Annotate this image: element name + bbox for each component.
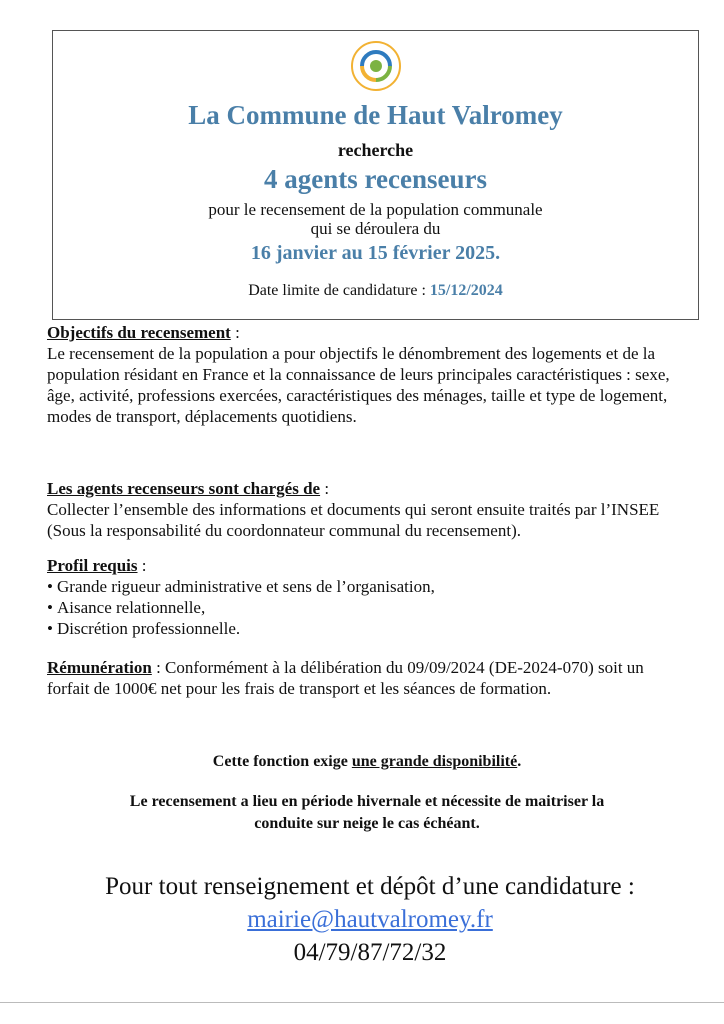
profil-list [47,576,687,639]
contact-email-link[interactable]: mairie@hautvalromey.fr [247,906,493,933]
remuneration-body: : Conformément à la délibération du 09/09/2024 (DE-2024-070) soit un forfait de 1000€ net pour les frais de transport et les séances de formation. [47,658,644,698]
charges-heading: Les agents recenseurs sont chargés de [47,479,321,498]
deadline-date: 15/12/2024 [429,282,503,299]
objectifs-heading: Objectifs du recensement [47,323,231,342]
profil-heading-suffix: : [137,556,147,575]
winter-notice: Le recensement a lieu en période hivernale et nécessite de maitriser la conduite sur neige le cas échéant. [129,793,605,832]
objectifs-body: Le recensement de la population a pour objectifs le dénombrement des logements et de la population résidant en France et la connaissance de leurs principales caractéristiques : sexe, âge, activité, professions exercées, caractéristiques des ménages, taille et type de logement, modes de transport, déplacements quotidiens. [47,344,670,426]
agents-title: 4 agents recenseurs [264,164,487,194]
period-dates: 16 janvier au 15 février 2025. [250,242,501,264]
charges-heading-suffix: : [320,479,330,498]
period-intro: qui se déroulera du [310,219,441,238]
contact-phone: 04/79/87/72/32 [293,939,447,966]
purpose-line: pour le recensement de la population communale [208,200,543,219]
commune-title: La Commune de Haut Valromey [188,100,563,130]
bullet-icon: • [47,577,53,596]
list-item: • Aisance relationnelle, [47,598,206,617]
objectifs-heading-suffix: : [230,323,240,342]
availability-notice: Cette fonction exige une grande disponibilité. [212,753,522,770]
charges-section [47,478,687,541]
remuneration-section [47,657,687,699]
remuneration-heading: Rémunération [47,658,152,677]
profil-section [47,555,687,639]
bullet-icon: • [47,598,53,617]
bullet-icon: • [47,619,53,638]
scan-edge-divider [0,1002,724,1003]
deadline-line [52,282,699,300]
profil-heading: Profil requis [47,556,138,575]
list-item: • Discrétion professionnelle. [47,619,241,638]
list-item: • Grande rigueur administrative et sens de l’organisation, [47,577,435,596]
objectifs-section [47,322,687,427]
recherche-label: recherche [337,140,414,160]
charges-body: Collecter l’ensemble des informations et documents qui seront ensuite traités par l’INSEE (Sous la responsabilité du coordonnateur communal du recensement). [47,500,660,540]
deadline-label: Date limite de candidature : [248,282,426,299]
availability-emphasis: une grande disponibilité [351,753,518,770]
contact-heading: Pour tout renseignement et dépôt d’une candidature : [105,873,635,900]
commune-logo [350,40,402,92]
